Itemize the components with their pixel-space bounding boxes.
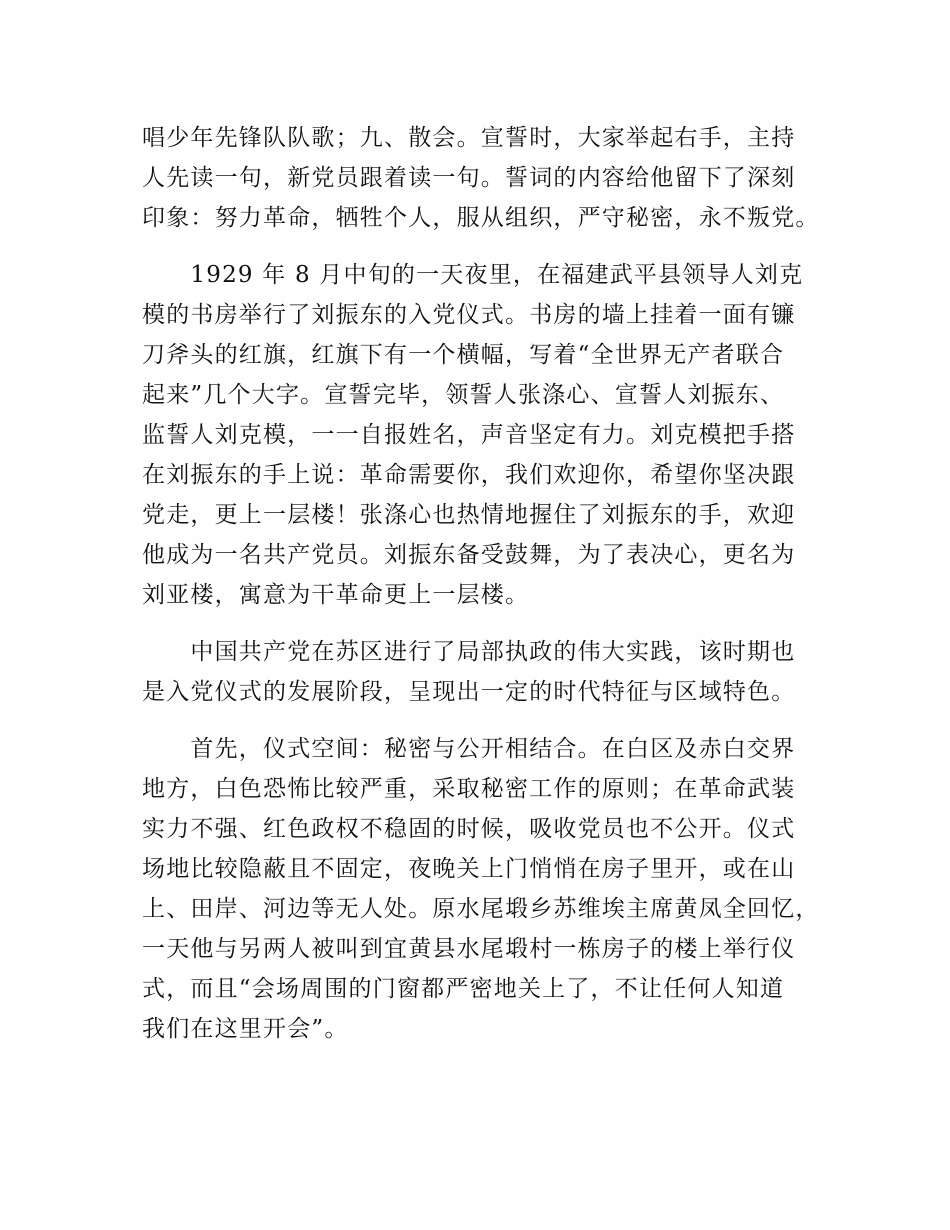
text-line: 唱少年先锋队队歌；九、散会。宣誓时，大家举起右手，主持	[142, 125, 796, 151]
paragraph-2	[142, 255, 822, 615]
text-line: 1929 年 8 月中旬的一天夜里，在福建武平县领导人刘克	[142, 262, 804, 288]
text-line: 我们在这里开会”。	[142, 1016, 349, 1042]
text-line: 首先，仪式空间：秘密与公开相结合。在白区及赤白交界	[142, 736, 796, 762]
document-body	[142, 118, 822, 1066]
text-line: 监誓人刘克模，一一自报姓名，声音坚定有力。刘克模把手搭	[142, 422, 796, 448]
text-line: 场地比较隐蔽且不固定，夜晚关上门悄悄在房子里开，或在山	[142, 856, 796, 882]
text-line: 模的书房举行了刘振东的入党仪式。书房的墙上挂着一面有镰	[142, 302, 796, 328]
text-line: 式，而且“会场周围的门窗都严密地关上了，不让任何人知道	[142, 976, 785, 1002]
text-line: 一天他与另两人被叫到宜黄县水尾塅村一栋房子的楼上举行仪	[142, 936, 796, 962]
text-line: 在刘振东的手上说：革命需要你，我们欢迎你，希望你坚决跟	[142, 462, 796, 488]
text-line: 是入党仪式的发展阶段，呈现出一定的时代特征与区域特色。	[142, 679, 796, 705]
text-line: 地方，白色恐怖比较严重，采取秘密工作的原则；在革命武装	[142, 776, 796, 802]
text-line: 刘亚楼，寓意为干革命更上一层楼。	[142, 582, 530, 608]
text-line: 党走，更上一层楼！张涤心也热情地握住了刘振东的手，欢迎	[142, 502, 796, 528]
text-line: 实力不强、红色政权不稳固的时候，吸收党员也不公开。仪式	[142, 816, 796, 842]
paragraph-3	[142, 632, 822, 712]
text-line: 起来”几个大字。宣誓完毕，领誓人张涤心、宣誓人刘振东、	[142, 382, 785, 408]
text-line: 上、田岸、河边等无人处。原水尾塅乡苏维埃主席黄凤全回忆，	[142, 896, 820, 922]
text-line: 印象：努力革命，牺牲个人，服从组织，严守秘密，永不叛党。	[142, 205, 820, 231]
text-line: 人先读一句，新党员跟着读一句。誓词的内容给他留下了深刻	[142, 165, 796, 191]
text-line: 刀斧头的红旗，红旗下有一个横幅，写着“全世界无产者联合	[142, 342, 785, 368]
paragraph-1	[142, 118, 822, 238]
text-line: 中国共产党在苏区进行了局部执政的伟大实践，该时期也	[142, 639, 796, 665]
paragraph-4	[142, 729, 822, 1049]
text-line: 他成为一名共产党员。刘振东备受鼓舞，为了表决心，更名为	[142, 542, 796, 568]
